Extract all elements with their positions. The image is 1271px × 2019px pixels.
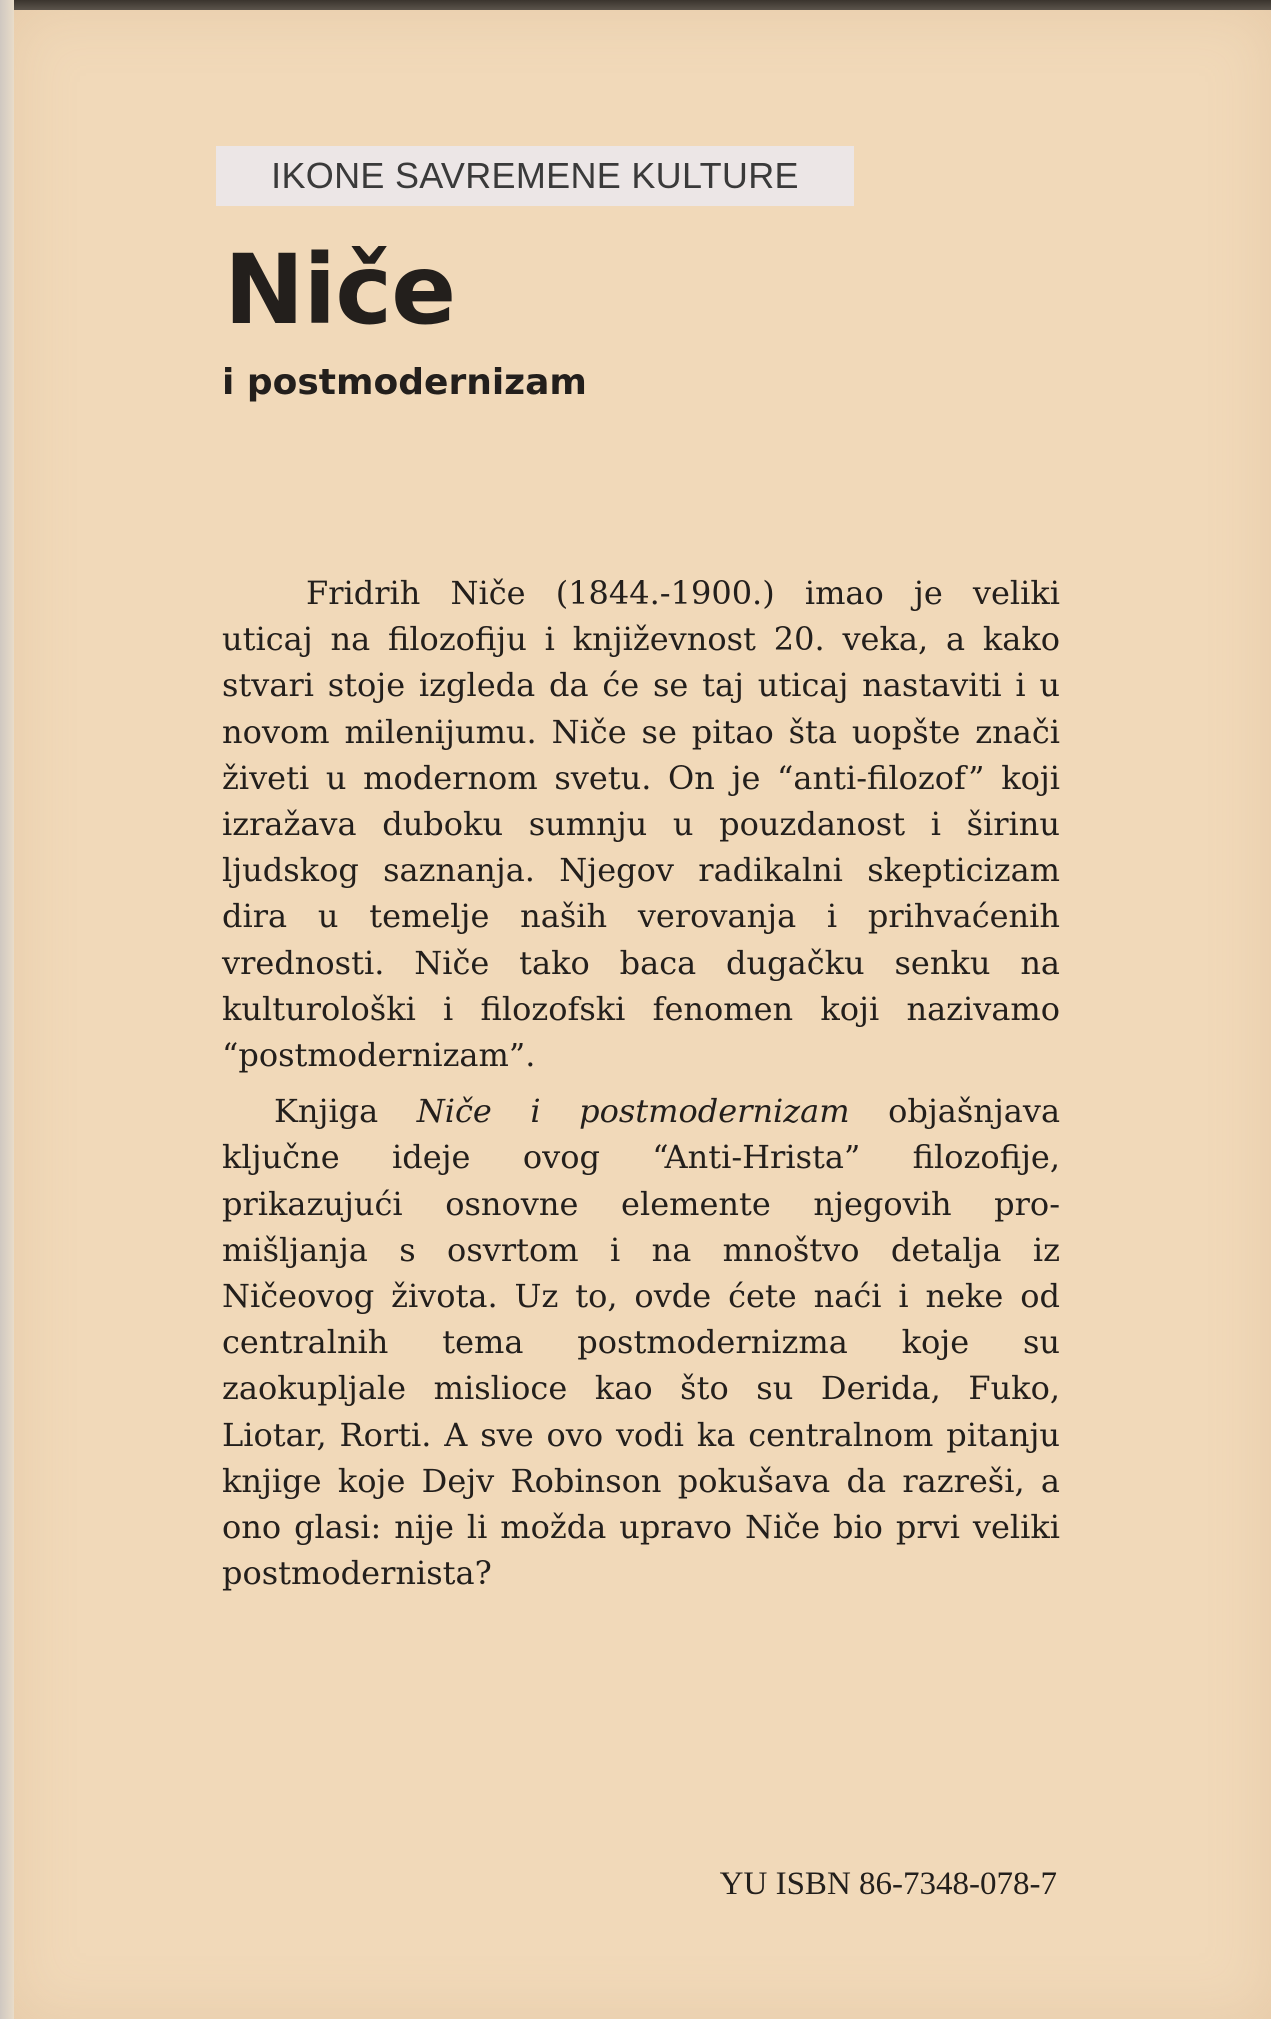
- blurb-paragraph-2-rest: objašnjava ključne ideje ovog “Anti-Hrista” filozofije, prikazujući osnovne elemente njegovih promišljanja s osvrtom i na mnoštvo detalja iz Ničeovog života. Uz to, ovde ćete naći i neke od centralnih tema postmodernizma koje su zaokupljale mislioce kao što su Derida, Fuko, Liotar, Rorti. A sve ovo vodi ka centralnom pitanju knjige koje Dejv Robinson pokušava da razreši, a ono glasi: nije li možda upravo Niče bio prvi veliki postmodernista?: [222, 1092, 1061, 1593]
- scan-left-edge: [0, 0, 14, 2019]
- blurb: [222, 570, 1060, 1596]
- blurb-paragraph-1: Fridrih Niče (1844.-1900.) imao je veliki uticaj na filozofiju i književnost 20. veka, a kako stvari stoje izgleda da će se taj uticaj nastaviti i u novom milenijumu. Niče se pitao šta uopšte znači živeti u modernom svetu. On je “anti-filozof” koji izražava duboku sumnju u pouzdanost i širinu ljudskog saznanja. Njegov radikalni skepticizam dira u temelje naših verovanja i prihvaćenih vrednosti. Niče tako baca dugačku senku na kulturološki i filozofski fenomen koji nazivamo “postmodernizam”.: [222, 574, 1060, 1075]
- series-label: IKONE SAVREMENE KULTURE: [216, 146, 854, 206]
- blurb-book-title: Niče i postmodernizam: [416, 1092, 850, 1131]
- scan-top-edge: [0, 0, 1271, 10]
- blurb-paragraph-2-start: Knjiga: [274, 1092, 417, 1131]
- blurb-paragraph-2: [222, 1088, 1060, 1596]
- book-title: Niče: [224, 234, 456, 346]
- book-subtitle: i postmodernizam: [222, 362, 587, 403]
- isbn: YU ISBN 86-7348-078-7: [719, 1866, 1057, 1902]
